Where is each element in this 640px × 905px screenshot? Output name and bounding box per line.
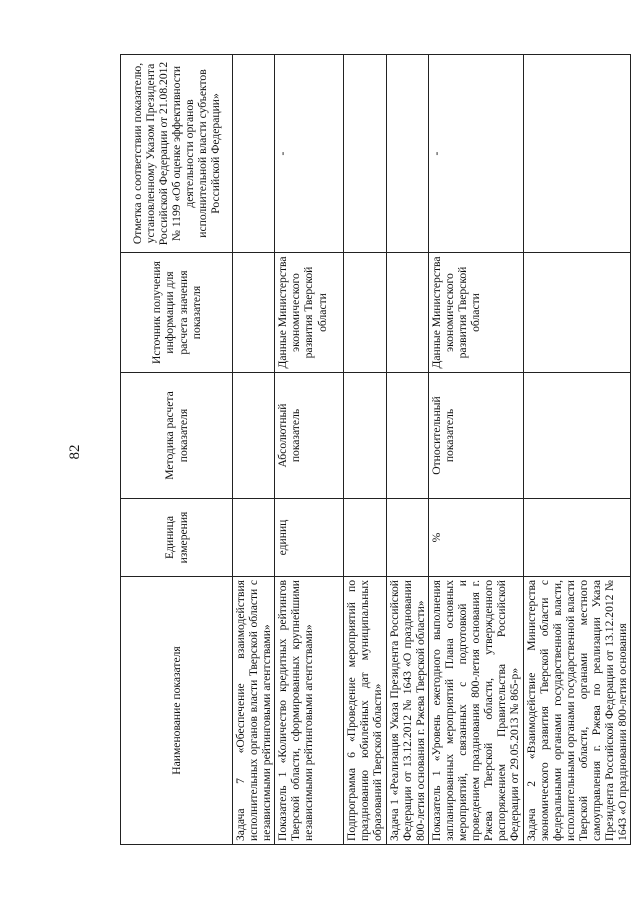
table-row [233, 55, 275, 845]
cell-indicator-name: Задача 2 «Взаимодействие Министерства экономического развития Тверской области с федеральными органами государственной власти, исполнительными органами государственной власти Тверской области, органами местного самоуправления г. Ржева по реализации Указа Президента Российской Федерации от 13.12.2012 № 1643 «О праздновании 800-летия основания [523, 577, 631, 845]
table-row [275, 55, 344, 845]
cell-method [233, 373, 275, 499]
cell-mark [523, 55, 631, 253]
cell-indicator-name: Задача 1 «Реализация Указа Президента Российской Федерации от 13.12.2012 № 1643 «О праздновании 800-летия основания г. Ржева Тверской области» [386, 577, 428, 845]
rotated-table-container [120, 55, 630, 845]
cell-unit [344, 499, 386, 577]
cell-method [386, 373, 428, 499]
cell-unit [233, 499, 275, 577]
table-row [344, 55, 386, 845]
header-method: Методика расчета показателя [121, 373, 233, 499]
cell-indicator-name: Подпрограмма 6 «Проведение мероприятий по празднованию юбилейных дат муниципальных образований Тверской области» [344, 577, 386, 845]
cell-unit [386, 499, 428, 577]
table-row [428, 55, 523, 845]
cell-method: Абсолютный показатель [275, 373, 344, 499]
header-mark: Отметка о соответствии показателю, установленному Указом Президента Российской Федерации от 21.08.2012 № 1199 «Об оценке эффективности деятельности органов исполнительной власти субъектов Российской Федерации» [121, 55, 233, 253]
cell-source [344, 253, 386, 373]
cell-source: Данные Министерства экономического развития Тверской области [428, 253, 523, 373]
cell-method: Относительный показатель [428, 373, 523, 499]
cell-mark [344, 55, 386, 253]
indicators-table [120, 54, 631, 845]
cell-indicator-name: Показатель 1 «Количество кредитных рейтингов Тверской области, сформированных крупнейшими независимыми рейтинговыми агентствами» [275, 577, 344, 845]
page-number: 82 [67, 444, 83, 460]
cell-source [523, 253, 631, 373]
cell-mark: - [275, 55, 344, 253]
header-source: Источник получения информации для расчета значения показателя [121, 253, 233, 373]
cell-mark [386, 55, 428, 253]
cell-source [233, 253, 275, 373]
cell-indicator-name: Задача 7 «Обеспечение взаимодействия исполнительных органов власти Тверской области с независимыми рейтинговыми агентствами» [233, 577, 275, 845]
table-row [523, 55, 631, 845]
cell-mark [233, 55, 275, 253]
cell-method [523, 373, 631, 499]
table-header-row [121, 55, 233, 845]
cell-unit: единиц [275, 499, 344, 577]
cell-method [344, 373, 386, 499]
cell-source [386, 253, 428, 373]
table-row [386, 55, 428, 845]
cell-mark: - [428, 55, 523, 253]
header-unit: Единица измерения [121, 499, 233, 577]
cell-unit: % [428, 499, 523, 577]
cell-indicator-name: Показатель 1 «Уровень ежегодного выполнения запланированных мероприятий Плана основных мероприятий, связанных с подготовкой и проведением празднования 800-летия основания г. Ржева Тверской области, утвержденного распоряжением Правительства Российской Федерации от 29.05.2013 № 865-р» [428, 577, 523, 845]
header-indicator-name: Наименование показателя [121, 577, 233, 845]
cell-source: Данные Министерства экономического развития Тверской области [275, 253, 344, 373]
cell-unit [523, 499, 631, 577]
